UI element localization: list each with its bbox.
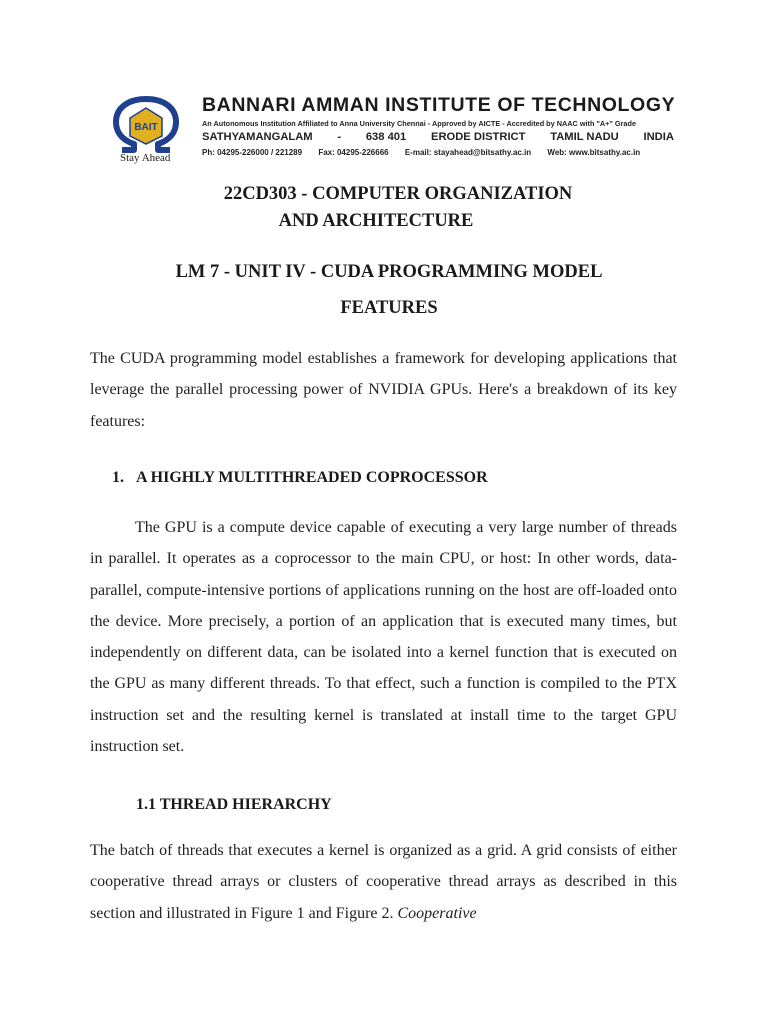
address-state: TAMIL NADU (550, 131, 619, 143)
section-1-paragraph: The GPU is a compute device capable of executing a very large number of threads in parallel. It operates as a coprocessor to the main CPU, or host: In other words, data-parallel, compute-intensive portions of applications running on the host are off-loaded onto the device. More precisely, a portion of an application that is executed many times, but independently on different data, can be isolated into a kernel function that is executed on the GPU as many different threads. To that effect, such a function is compiled to the PTX instruction set and the resulting kernel is translated at install time to the target GPU instruction set. (90, 519, 677, 756)
section-1-1-heading: 1.1 THREAD HIERARCHY (136, 796, 332, 813)
contact-fax: Fax: 04295-226666 (318, 148, 389, 157)
module-title-line2: FEATURES (340, 298, 438, 318)
intro-paragraph: The CUDA programming model establishes a framework for developing applications that leverage the parallel processing power of NVIDIA GPUs. Here's a breakdown of its key features: (90, 350, 677, 430)
section-1-title: A HIGHLY MULTITHREADED COPROCESSOR (136, 469, 488, 486)
contact-web[interactable]: Web: www.bitsathy.ac.in (547, 148, 641, 157)
institution-address (202, 131, 674, 143)
institution-name: BANNARI AMMAN INSTITUTE OF TECHNOLOGY (202, 94, 676, 116)
address-town: SATHYAMANGALAM (202, 131, 313, 143)
contact-email[interactable]: E-mail: stayahead@bitsathy.ac.in (404, 148, 532, 157)
section-1-1-paragraph (90, 835, 677, 929)
letterhead (108, 94, 674, 166)
contact-phone: Ph: 04295-226000 / 221289 (202, 148, 303, 157)
section-1-1-italic: Cooperative (397, 904, 477, 922)
course-title-line1: 22CD303 - COMPUTER ORGANIZATION (223, 184, 573, 204)
institution-logo (108, 96, 196, 162)
institution-contact (202, 148, 654, 157)
address-district: ERODE DISTRICT (430, 131, 526, 143)
logo-lettering: BAIT (134, 122, 158, 133)
course-title-line2: AND ARCHITECTURE (278, 211, 474, 231)
address-dash: - (337, 131, 342, 143)
institution-affiliation: An Autonomous Institution Affiliated to Anna University Chennai - Approved by AICTE - Accredited by NAAC with "A+" Grade (202, 119, 637, 128)
motto: Stay Ahead (120, 152, 171, 164)
address-country: INDIA (643, 131, 674, 143)
section-1-1-text: The batch of threads that executes a kernel is organized as a grid. A grid consists of either cooperative thread arrays or clusters of cooperative thread arrays as described in this section and illustrated in Figure 1 and Figure 2. (90, 842, 677, 922)
address-pincode: 638 401 (365, 131, 407, 143)
section-1-number: 1. (112, 469, 124, 486)
section-1-heading (112, 469, 488, 487)
module-title-line1: LM 7 - UNIT IV - CUDA PROGRAMMING MODEL (175, 262, 603, 282)
